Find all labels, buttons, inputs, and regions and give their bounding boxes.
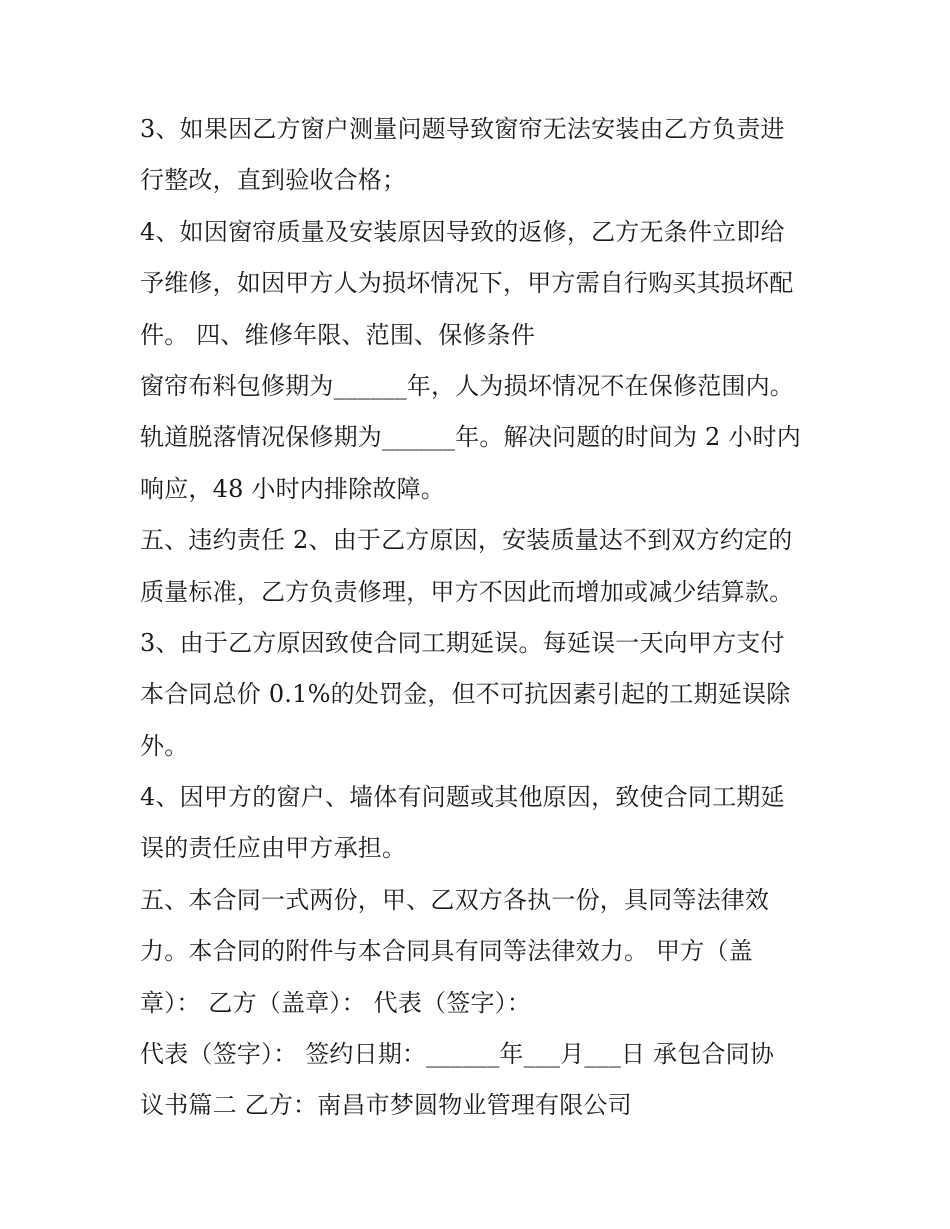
text-line: 轨道脱落情况保修期为______年。解决问题的时间为 2 小时内 bbox=[140, 423, 801, 452]
text-line: 议书篇二 乙方：南昌市梦圆物业管理有限公司 bbox=[140, 1091, 632, 1120]
text-line: 误的责任应由甲方承担。 bbox=[140, 834, 407, 863]
text-line: 4、如因窗帘质量及安装原因导致的返修，乙方无条件立即给 bbox=[140, 217, 785, 246]
text-line: 代表（签字）： 签约日期：______年___月___日 承包合同协 bbox=[140, 1040, 775, 1069]
text-line: 章）： 乙方（盖章）： 代表（签字）： bbox=[140, 988, 532, 1017]
text-line: 五、违约责任 2、由于乙方原因，安装质量达不到双方约定的 bbox=[140, 526, 793, 555]
text-line: 本合同总价 0.1%的处罚金，但不可抗因素引起的工期延误除 bbox=[140, 680, 791, 709]
text-line: 力。本合同的附件与本合同具有同等法律效力。 甲方（盖 bbox=[140, 937, 753, 966]
text-line: 外。 bbox=[140, 731, 189, 760]
text-line: 件。 四、维修年限、范围、保修条件 bbox=[140, 320, 536, 349]
text-line: 3、如果因乙方窗户测量问题导致窗帘无法安装由乙方负责进 bbox=[140, 115, 785, 143]
text-line: 响应，48 小时内排除故障。 bbox=[140, 474, 445, 503]
text-line: 行整改，直到验收合格； bbox=[140, 166, 407, 195]
contract-text bbox=[140, 104, 830, 1132]
text-line: 予维修，如因甲方人为损坏情况下，甲方需自行购买其损坏配 bbox=[140, 269, 794, 298]
text-line: 3、由于乙方原因致使合同工期延误。每延误一天向甲方支付 bbox=[140, 628, 785, 657]
text-line: 窗帘布料包修期为______年，人为损坏情况不在保修范围内。 bbox=[140, 371, 794, 400]
text-line: 五、本合同一式两份，甲、乙双方各执一份，具同等法律效 bbox=[140, 885, 770, 914]
text-line: 4、因甲方的窗户、墙体有问题或其他原因，致使合同工期延 bbox=[140, 783, 785, 812]
text-line: 质量标准，乙方负责修理，甲方不因此而增加或减少结算款。 bbox=[140, 577, 794, 606]
